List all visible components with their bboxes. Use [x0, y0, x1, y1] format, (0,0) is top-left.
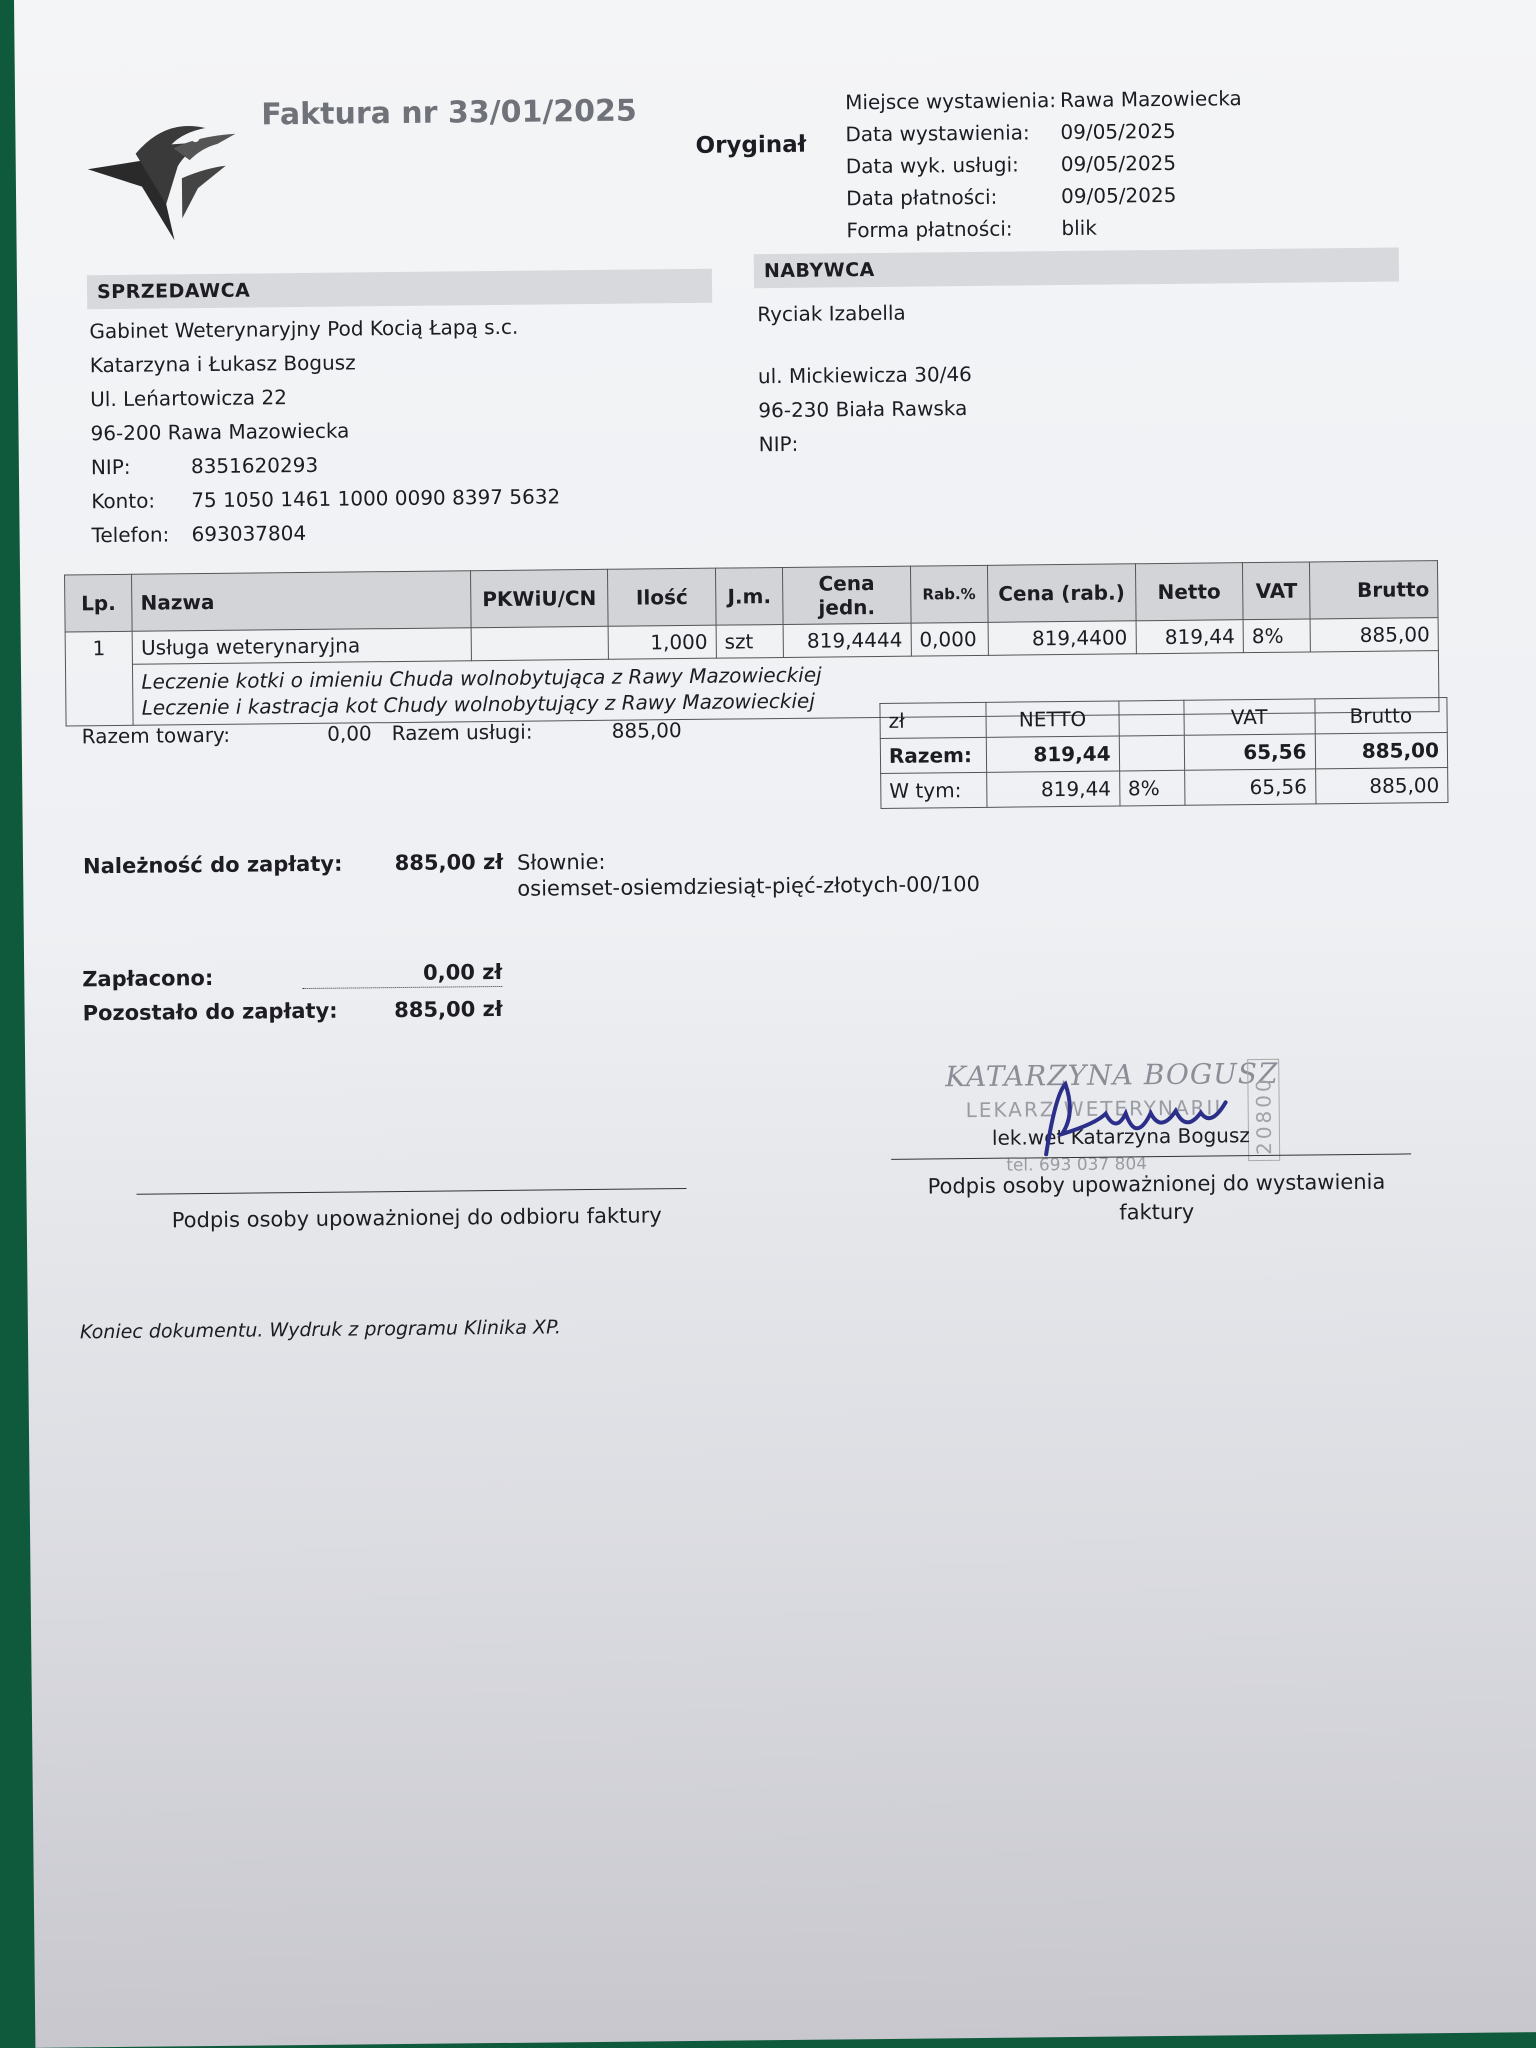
cell-vat: 8%	[1243, 619, 1311, 653]
stamp-role: LEKARZ WETERYNARII	[965, 1095, 1223, 1123]
goods-value: 0,00	[327, 721, 372, 746]
services-value: 885,00	[611, 718, 682, 743]
col-header: Brutto	[1310, 561, 1438, 619]
cell-lp: 1	[65, 631, 133, 726]
meta-label: Forma płatności:	[846, 216, 1013, 243]
buyer-nip-label: NIP:	[758, 431, 799, 457]
meta-label: Data płatności:	[845, 184, 998, 211]
description-line: Leczenie i kastracja kot Chudy wolnobytujący z Rawy Mazowieckiej	[141, 688, 815, 720]
paid-value: 0,00 zł	[302, 960, 502, 989]
seller-name: Gabinet Weterynaryjny Pod Kocią Łapą s.c.	[89, 314, 519, 344]
col-header: Cena jedn.	[783, 566, 911, 624]
col-header: VAT	[1243, 562, 1311, 620]
col-header: Ilość	[608, 568, 716, 626]
description-line: Leczenie kotki o imieniu Chuda wolnobytująca z Rawy Mazowieckiej	[141, 662, 822, 694]
buyer-city: 96-230 Biała Rawska	[758, 396, 968, 423]
incl-vat: 65,56	[1184, 769, 1315, 805]
words-value: osiemset-osiemdziesiąt-pięć-złotych-00/100	[517, 871, 981, 901]
cell-discounted-price: 819,4400	[988, 621, 1136, 656]
buyer-block	[757, 295, 973, 461]
stamp-number: 20800	[1251, 1076, 1277, 1156]
cell-pkwiu	[471, 626, 609, 660]
col-header: PKWiU/CN	[470, 569, 608, 627]
seller-account-row	[91, 479, 560, 518]
meta-label: Miejsce wystawienia:	[844, 88, 1057, 115]
total-vat: 65,56	[1184, 734, 1315, 770]
seller-nip: 8351620293	[190, 452, 319, 479]
issuer-name: lek.wet Katarzyna Bogusz	[991, 1123, 1250, 1150]
col-header: Lp.	[65, 574, 133, 632]
seller-nip-row	[91, 445, 560, 484]
stamp-name: KATARZYNA BOGUSZ	[945, 1056, 1279, 1094]
brutto-header: Brutto	[1314, 698, 1447, 734]
meta-row	[846, 178, 1243, 214]
due-label: Należność do zapłaty:	[82, 851, 343, 879]
summary-header-row	[880, 698, 1447, 739]
clinic-logo-icon	[85, 108, 246, 250]
handwritten-signature-icon	[1025, 1072, 1246, 1164]
remaining-label: Pozostało do zapłaty:	[82, 998, 338, 1026]
seller-phone-row	[91, 513, 560, 552]
incl-net: 819,44	[987, 771, 1120, 807]
invoice-title: Faktura nr 33/01/2025	[261, 93, 638, 133]
cell-net: 819,44	[1136, 620, 1244, 654]
incl-label: W tym:	[881, 772, 988, 808]
invoice-meta	[845, 82, 1243, 246]
buyer-street: ul. Mickiewicza 30/46	[757, 361, 972, 389]
receiver-signature-line	[137, 1188, 687, 1195]
paid-block	[82, 945, 503, 1025]
empty-cell	[1119, 735, 1184, 771]
seller-street: Ul. Leńartowicza 22	[90, 385, 288, 412]
col-header: J.m.	[715, 567, 783, 625]
summary-incl-row	[881, 768, 1448, 809]
words-label: Słownie:	[516, 849, 606, 875]
seller-block	[89, 309, 560, 552]
meta-row	[846, 210, 1243, 246]
seller-account: 75 1050 1461 1000 0090 8397 5632	[191, 484, 561, 513]
paid-label: Zapłacono:	[82, 965, 214, 992]
issuer-caption	[906, 1167, 1407, 1228]
stamp-number-box	[1247, 1059, 1280, 1161]
cell-qty: 1,000	[608, 625, 716, 659]
invoice-paper	[14, 0, 1536, 2048]
meta-value: Rawa Mazowiecka	[1059, 86, 1242, 113]
meta-row	[845, 114, 1242, 150]
vat-header: VAT	[1184, 699, 1315, 735]
buyer-heading: NABYWCA	[754, 248, 1399, 289]
services-label: Razem usługi:	[391, 719, 533, 746]
meta-value: blik	[1061, 215, 1097, 241]
incl-rate: 8%	[1119, 770, 1184, 806]
total-gross: 885,00	[1315, 733, 1448, 769]
seller-phone: 693037804	[191, 520, 307, 547]
total-label: Razem:	[880, 737, 987, 773]
cell-name: Usługa weterynaryjna	[132, 628, 471, 665]
cell-gross: 885,00	[1310, 618, 1438, 652]
netto-header: NETTO	[986, 701, 1119, 737]
incl-gross: 885,00	[1315, 768, 1448, 804]
phone-label: Telefon:	[91, 522, 170, 548]
seller-heading: SPRZEDAWCA	[87, 269, 712, 310]
cell-discount: 0,000	[911, 622, 989, 656]
meta-row	[845, 82, 1242, 118]
remaining-value: 885,00 zł	[394, 996, 503, 1023]
copy-label: Oryginał	[695, 131, 807, 159]
stamp-phone: tel. 693 037 804	[1006, 1154, 1148, 1176]
issuer-caption-line: faktury	[1119, 1199, 1195, 1225]
account-label: Konto:	[91, 488, 156, 514]
meta-label: Data wystawienia:	[845, 120, 1030, 147]
summary-total-row	[880, 733, 1447, 774]
cell-unit: szt	[716, 624, 784, 658]
nip-label: NIP:	[90, 454, 131, 480]
empty-cell	[1119, 700, 1184, 736]
meta-value: 09/05/2025	[1060, 182, 1177, 209]
col-header: Netto	[1135, 563, 1243, 621]
document-footer: Koniec dokumentu. Wydruk z programu Klinika XP.	[79, 1316, 562, 1344]
total-net: 819,44	[987, 736, 1120, 772]
meta-value: 09/05/2025	[1060, 150, 1177, 177]
col-header: Rab.%	[910, 565, 988, 623]
totals-line	[82, 718, 682, 748]
seller-owners: Katarzyna i Łukasz Bogusz	[89, 350, 356, 378]
col-header: Nazwa	[132, 571, 471, 632]
buyer-name: Ryciak Izabella	[757, 300, 906, 327]
issuer-caption-line: Podpis osoby upoważnionej do wystawienia	[927, 1169, 1386, 1199]
currency-label: zł	[880, 702, 987, 738]
due-value: 885,00 zł	[394, 849, 504, 876]
cell-unit-price: 819,4444	[783, 623, 911, 657]
amount-due-block	[83, 845, 980, 906]
seller-city: 96-200 Rawa Mazowiecka	[90, 418, 350, 446]
goods-label: Razem towary:	[81, 722, 231, 749]
col-header: Cena (rab.)	[987, 564, 1135, 623]
meta-label: Data wyk. usługi:	[845, 152, 1019, 179]
meta-value: 09/05/2025	[1060, 118, 1176, 145]
summary-table	[879, 697, 1448, 809]
receiver-caption: Podpis osoby upoważnionej do odbioru faktury	[171, 1203, 662, 1233]
meta-row	[846, 146, 1243, 182]
